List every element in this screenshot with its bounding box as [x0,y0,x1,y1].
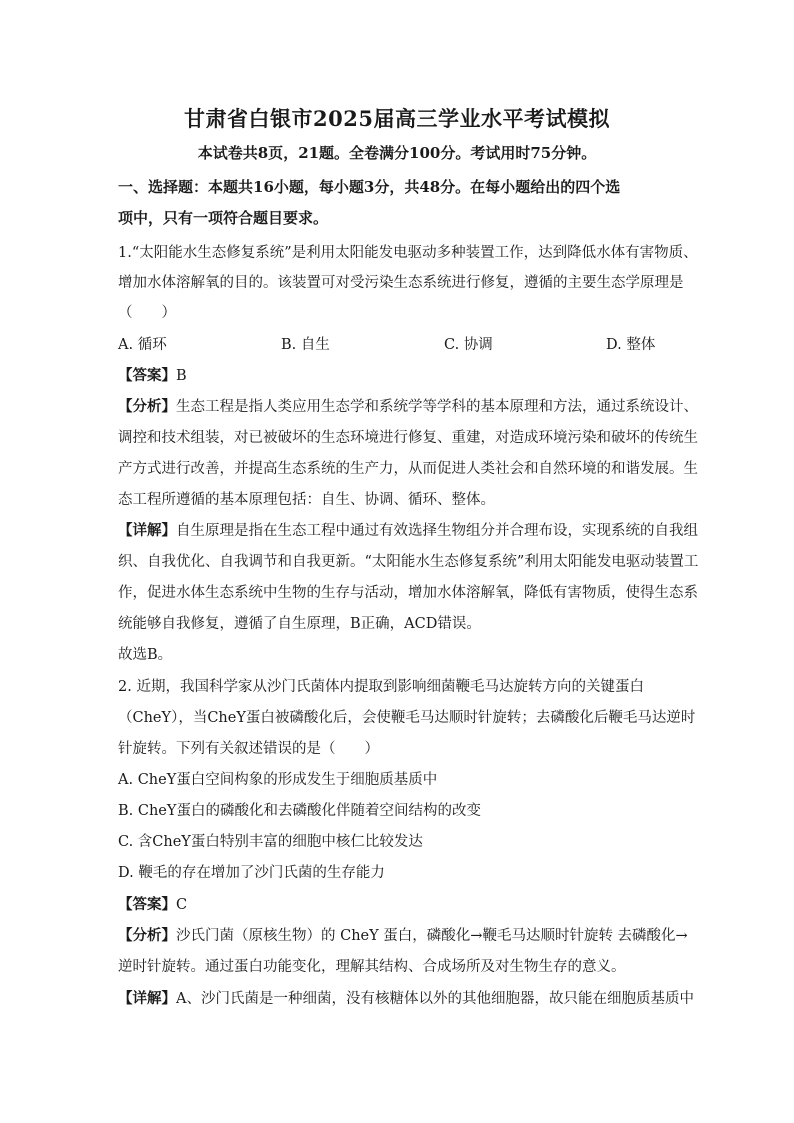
detail-tag: 【详解】 [118,990,176,1007]
q2-stem-line: （CheY），当CheY蛋白被磷酸化后，会使鞭毛马达顺时针旋转；去磷酸化后鞭毛马达逆时 [118,710,696,726]
q1-detail-line [118,519,698,540]
q1-detail-line: 作，促进水体生态系统中生物的生存与活动，增加水体溶解氧，降低有害物质，使得生态系 [118,585,698,601]
analysis-tag: 【分析】 [118,398,176,415]
q1-stem-line: 1.“太阳能水生态修复系统”是利用太阳能发电驱动多种装置工作，达到降低水体有害物质、 [118,245,698,261]
q1-option-c: C. 协调 [444,337,493,353]
q1-conclusion: 故选B。 [118,647,173,663]
section-heading-line-1: 一、选择题：本题共16小题，每小题3分，共48分。在每小题给出的四个选 [118,178,621,196]
section-heading-line-2: 项中，只有一项符合题目要求。 [118,209,329,227]
q2-stem-line: 针旋转。下列有关叙述错误的是（ ） [118,741,379,757]
detail-tag: 【详解】 [118,522,176,539]
detail-text: A、沙门氏菌是一种细菌，没有核糖体以外的其他细胞器，故只能在细胞质基质中 [176,991,694,1007]
q2-analysis-line [118,924,688,945]
q2-option-d: D. 鞭毛的存在增加了沙门氏菌的生存能力 [118,865,385,881]
q2-option-b: B. CheY蛋白的磷酸化和去磷酸化伴随着空间结构的改变 [118,803,481,819]
answer-tag: 【答案】 [118,896,176,913]
page-title: 甘肃省白银市2025届高三学业水平考试模拟 [184,106,610,131]
analysis-tag: 【分析】 [118,927,176,944]
analysis-text: 沙氏门菌（原核生物）的 CheY 蛋白，磷酸化→鞭毛马达顺时针旋转 去磷酸化→ [176,928,688,944]
q1-analysis-line [118,395,698,416]
analysis-text: 生态工程是指人类应用生态学和系统学等学科的基本原理和方法，通过系统设计、 [176,399,698,415]
q1-detail-line: 统能够自我修复，遵循了自生原理，B正确，ACD错误。 [118,616,481,632]
q1-analysis-line: 产方式进行改善，并提高生态系统的生产力，从而促进人类社会和自然环境的和谐发展。生 [118,461,698,477]
exam-info: 本试卷共8页，21题。全卷满分100分。考试用时75分钟。 [197,144,597,162]
q1-analysis-line: 调控和技术组装，对已被破坏的生态环境进行修复、重建，对造成环境污染和破坏的传统生 [118,430,698,446]
q1-answer [118,364,187,385]
q1-stem-line: （ ） [118,305,176,321]
q2-detail-line [118,987,694,1008]
answer-value: C [176,897,188,913]
detail-text: 自生原理是指在生态工程中通过有效选择生物组分并合理布设，实现系统的自我组 [176,523,698,539]
q2-stem-line: 2. 近期，我国科学家从沙门氏菌体内提取到影响细菌鞭毛马达旋转方向的关键蛋白 [118,679,644,695]
q2-option-c: C. 含CheY蛋白特别丰富的细胞中核仁比较发达 [118,834,423,850]
q1-option-b: B. 自生 [281,337,330,353]
q1-stem-line: 增加水体溶解氧的目的。该装置可对受污染生态系统进行修复，遵循的主要生态学原理是 [118,275,684,291]
q2-analysis-line: 逆时针旋转。通过蛋白功能变化，理解其结构、合成场所及对生物生存的意义。 [118,959,626,975]
answer-value: B [176,368,187,384]
q1-analysis-line: 态工程所遵循的基本原理包括：自生、协调、循环、整体。 [118,492,495,508]
q2-answer [118,893,187,914]
q2-option-a: A. CheY蛋白空间构象的形成发生于细胞质基质中 [118,772,438,788]
q1-option-d: D. 整体 [606,337,656,353]
q1-option-a: A. 循环 [118,337,167,353]
answer-tag: 【答案】 [118,367,176,384]
q1-detail-line: 织、自我优化、自我调节和自我更新。“太阳能水生态修复系统”利用太阳能发电驱动装置工 [118,554,699,570]
